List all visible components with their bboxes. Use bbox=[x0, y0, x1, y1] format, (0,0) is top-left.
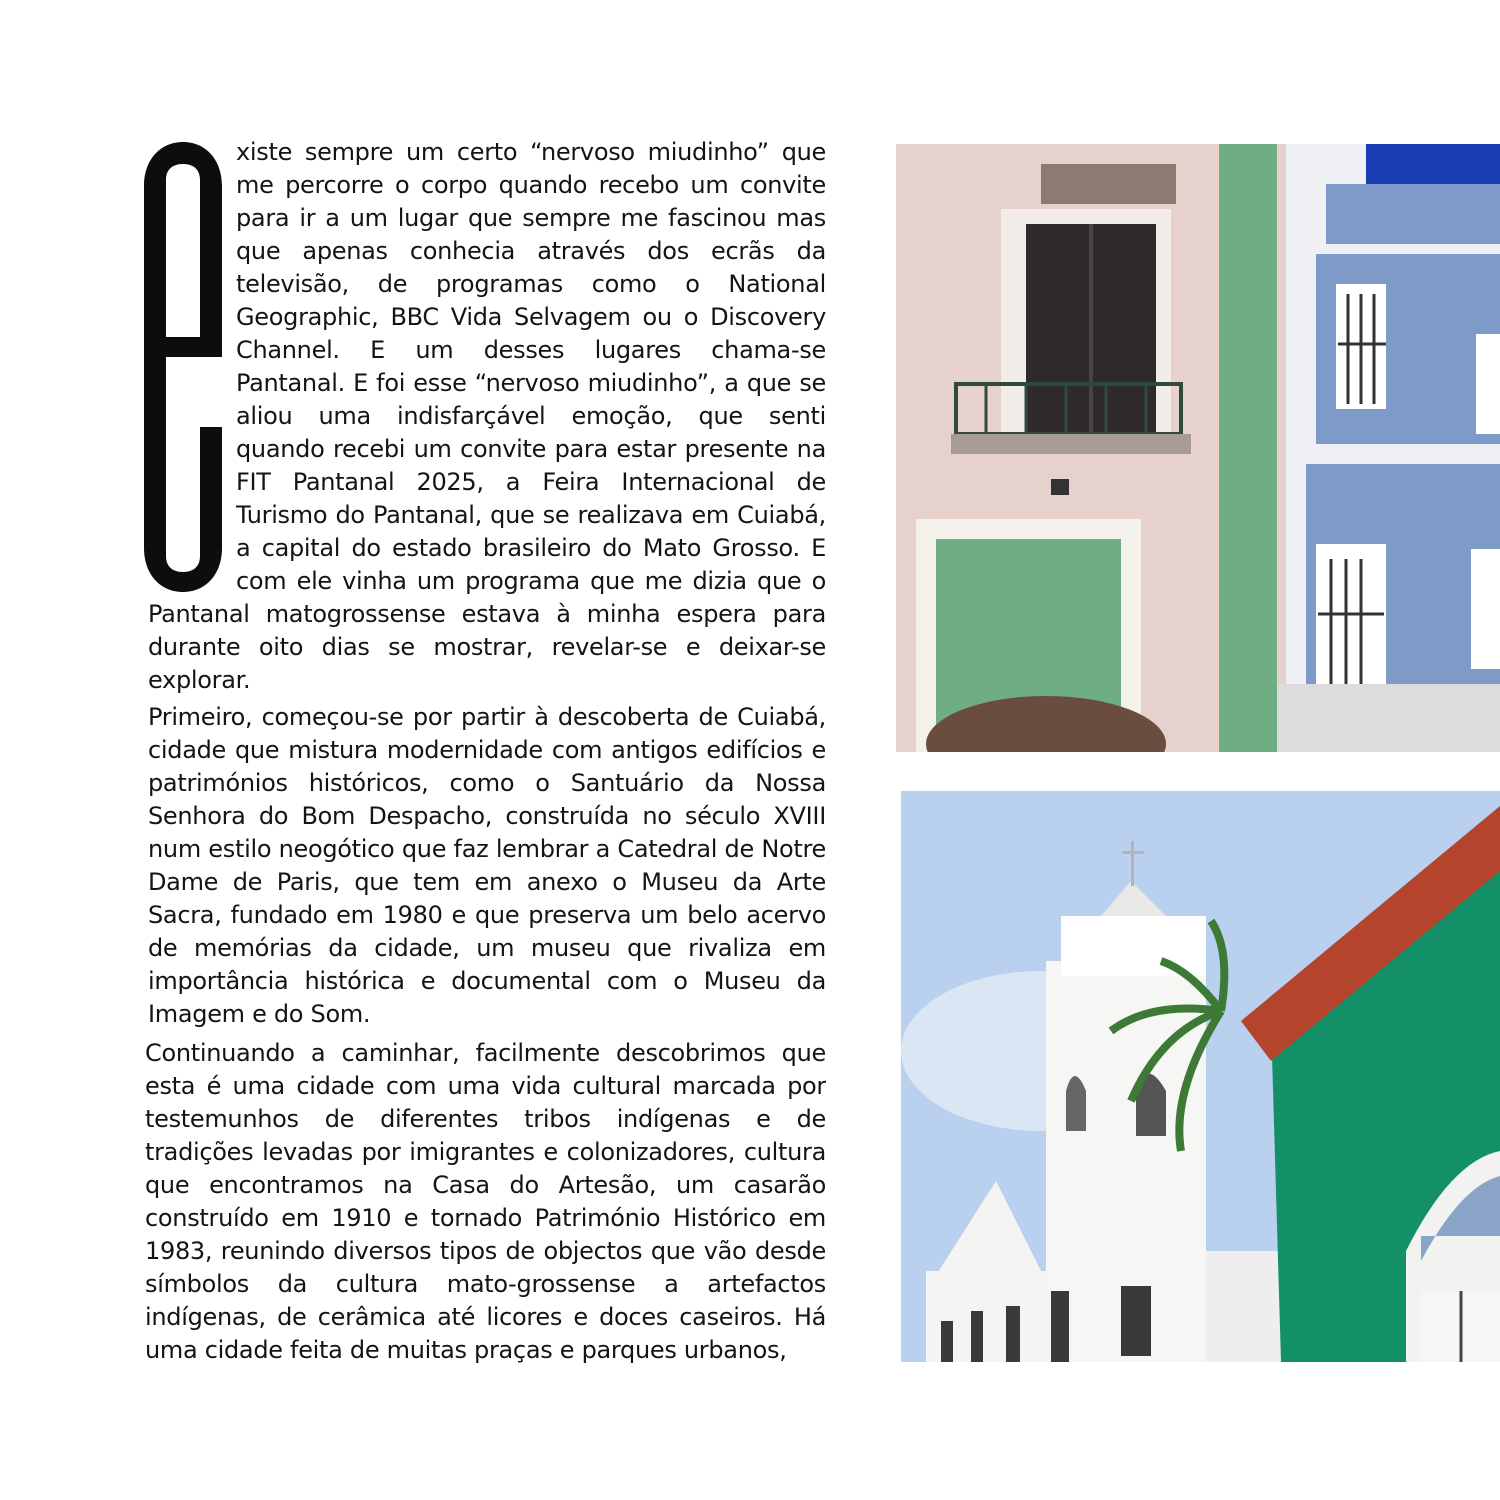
dropcap-letter bbox=[144, 142, 222, 592]
church-tower-photo bbox=[901, 791, 1500, 1362]
article-body bbox=[145, 136, 826, 1367]
colonial-facades-photo bbox=[896, 144, 1500, 752]
paragraph-2: Primeiro, começou-se por partir à descoberta de Cuiabá, cidade que mistura modernidade com antigos edifícios e patrimónios históricos, como o Santuário da Nossa Senhora do Bom Despacho, construída no século XVIII num estilo neogótico que faz lembrar a Catedral de Notre Dame de Paris, que tem em anexo o Museu da Arte Sacra, fundado em 1980 e que preserva um belo acervo de memórias da cidade, um museu que rivaliza em importância histórica e documental com o Museu da Imagem e do Som. bbox=[148, 703, 826, 1028]
paragraph-1: xiste sempre um certo “nervoso miudinho” que me percorre o corpo quando recebo um convite para ir a um lugar que sempre me fascinou mas que apenas conhecia através dos ecrãs da televisão, de programas como o National Geographic, BBC Vida Selvagem ou o Discovery Channel. E um desses lugares chama-se Pantanal. E foi esse “nervoso miudinho”, a que se aliou uma indisfarçável emoção, que senti quando recebi um convite para estar presente na FIT Pantanal 2025, a Feira Internacional de Turismo do Pantanal, que se realizava em Cuiabá, a capital do estado brasileiro do Mato Grosso. E com ele vinha um programa que me dizia que o Pantanal matogrossense estava à minha espera para durante oito dias se mostrar, revelar-se e deixar-se explorar. bbox=[148, 138, 826, 694]
paragraph-3: Continuando a caminhar, facilmente descobrimos que esta é uma cidade com uma vida cultural marcada por testemunhos de diferentes tribos indígenas e de tradições levadas por imigrantes e colonizadores, cultura que encontramos na Casa do Artesão, um casarão construído em 1910 e tornado Património Histórico em 1983, reunindo diversos tipos de objectos que vão desde símbolos da cultura mato-grossense a artefactos indígenas, de cerâmica até licores e doces caseiros. Há uma cidade feita de muitas praças e parques urbanos, bbox=[145, 1039, 826, 1364]
